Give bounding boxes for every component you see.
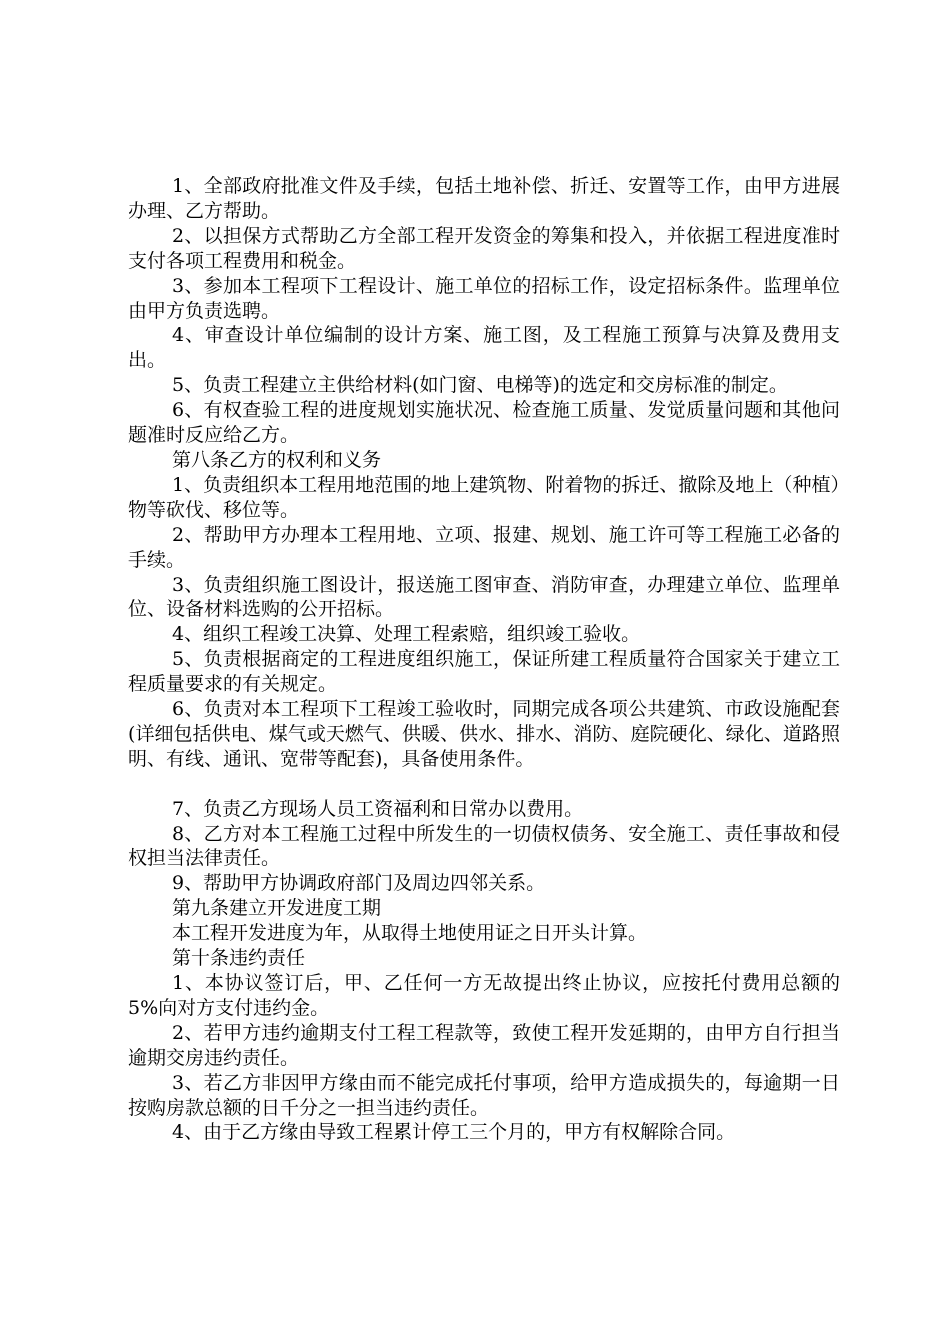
clause-paragraph: 9、帮助甲方协调政府部门及周边四邻关系。 [172, 872, 546, 895]
clause-paragraph: 2、帮助甲方办理本工程用地、立项、报建、规划、施工许可等工程施工必备的手续。 [128, 523, 840, 571]
clause-paragraph: 3、若乙方非因甲方缘由而不能完成托付事项，给甲方造成损失的，每逾期一日按购房款总额的日千分之一担当违约责任。 [128, 1071, 840, 1119]
clause-paragraph: 4、组织工程竣工决算、处理工程索赔，组织竣工验收。 [172, 623, 641, 646]
clause-paragraph: 1、本协议签订后，甲、乙任何一方无故提出终止协议，应按托付费用总额的5%向对方支付违约金。 [128, 971, 840, 1019]
clause-paragraph: 5、负责工程建立主供给材料(如门窗、电梯等)的选定和交房标准的制定。 [172, 374, 788, 397]
clause-paragraph: 1、全部政府批准文件及手续，包括土地补偿、折迁、安置等工作，由甲方进展办理、乙方帮助。 [128, 175, 840, 222]
article-heading: 第八条乙方的权利和义务 [172, 448, 382, 471]
clause-paragraph: 3、负责组织施工图设计，报送施工图审查、消防审查，办理建立单位、监理单位、设备材料选购的公开招标。 [128, 573, 840, 621]
clause-paragraph: 4、审查设计单位编制的设计方案、施工图，及工程施工预算与决算及费用支出。 [128, 324, 840, 372]
clause-paragraph: 5、负责根据商定的工程进度组织施工，保证所建工程质量符合国家关于建立工程质量要求的有关规定。 [128, 648, 840, 696]
clause-paragraph: 6、有权查验工程的进度规划实施状况、检查施工质量、发觉质量问题和其他问题准时反应给乙方。 [128, 399, 840, 447]
clause-paragraph: 本工程开发进度为年，从取得土地使用证之日开头计算。 [172, 922, 648, 945]
clause-paragraph: 6、负责对本工程项下工程竣工验收时，同期完成各项公共建筑、市政设施配套(详细包括供电、煤气或天燃气、供暖、供水、排水、消防、庭院硬化、绿化、道路照明、有线、通讯、宽带等配套)，具备使用条件。 [128, 698, 840, 770]
article-heading: 第九条建立开发进度工期 [172, 897, 382, 920]
clause-paragraph: 2、以担保方式帮助乙方全部工程开发资金的筹集和投入，并依据工程进度准时支付各项工程费用和税金。 [128, 224, 840, 272]
clause-paragraph: 4、由于乙方缘由导致工程累计停工三个月的，甲方有权解除合同。 [172, 1121, 736, 1144]
clause-paragraph: 3、参加本工程项下工程设计、施工单位的招标工作，设定招标条件。监理单位由甲方负责选聘。 [128, 274, 840, 322]
clause-paragraph: 8、乙方对本工程施工过程中所发生的一切债权债务、安全施工、责任事故和侵权担当法律责任。 [128, 822, 840, 870]
article-heading: 第十条违约责任 [172, 947, 306, 970]
clause-paragraph: 2、若甲方违约逾期支付工程工程款等，致使工程开发延期的，由甲方自行担当逾期交房违约责任。 [128, 1021, 840, 1069]
clause-paragraph: 7、负责乙方现场人员工资福利和日常办以费用。 [172, 797, 584, 820]
document-body [128, 174, 840, 1145]
clause-paragraph: 1、负责组织本工程用地范围的地上建筑物、附着物的拆迁、撤除及地上（种植）物等砍伐、移位等。 [128, 473, 840, 521]
